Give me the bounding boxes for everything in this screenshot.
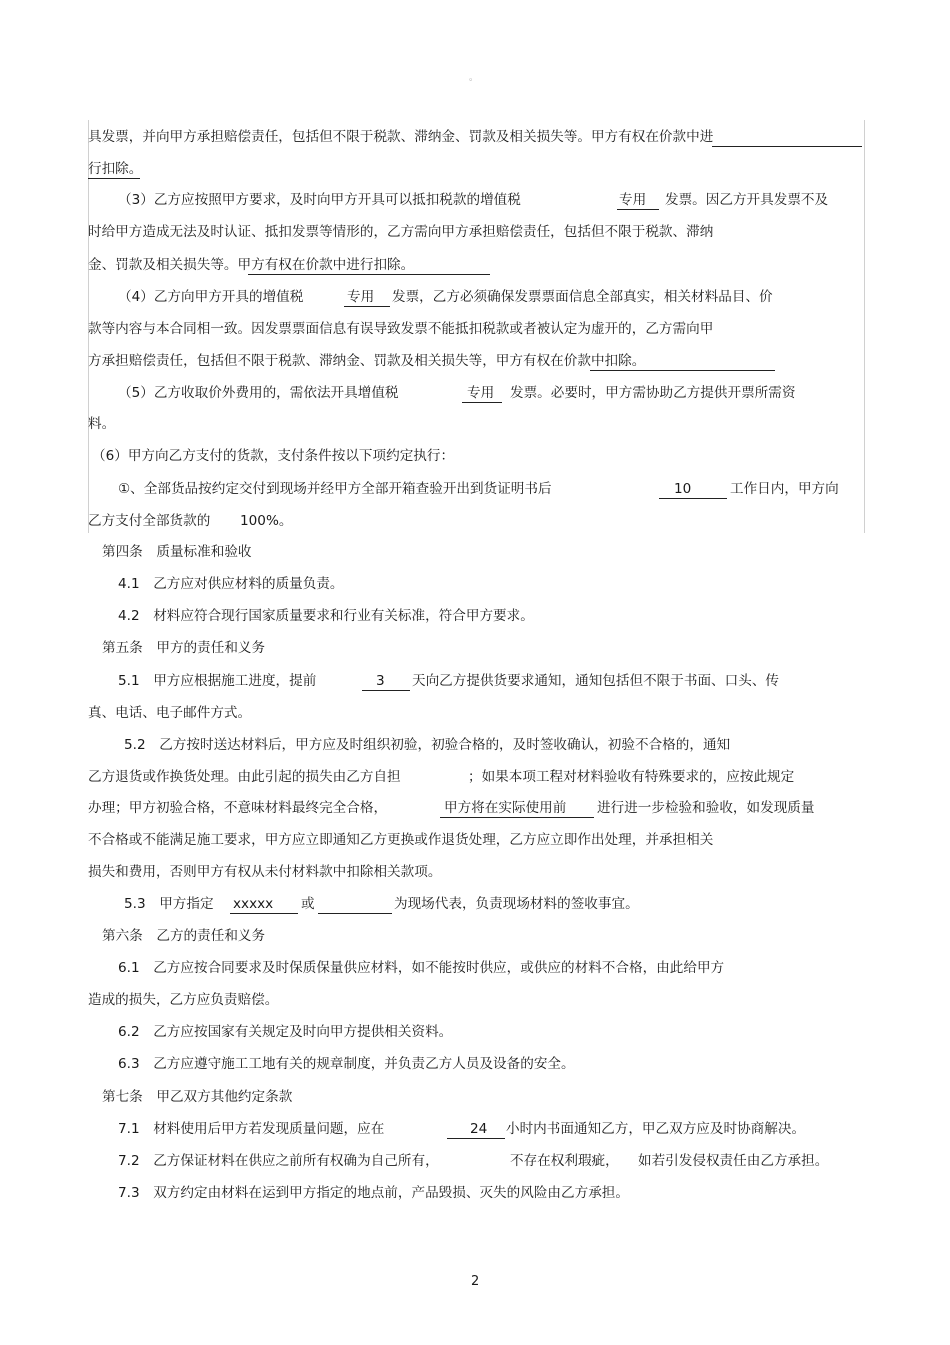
underline bbox=[230, 913, 298, 914]
page-number: 2 bbox=[471, 1274, 480, 1289]
text-line: 料。 bbox=[88, 416, 116, 432]
text-line: 7.1 材料使用后甲方若发现质量问题，应在 bbox=[118, 1121, 385, 1137]
text-line: 款等内容与本合同相一致。因发票票面信息有误导致发票不能抵扣税款或者被认定为虚开的，乙方需向甲 bbox=[88, 321, 714, 337]
text-line: 发票。必要时，甲方需协助乙方提供开票所需资 bbox=[510, 385, 796, 401]
underline bbox=[88, 178, 140, 179]
text-line: 如若引发侵权责任由乙方承担。 bbox=[638, 1153, 829, 1169]
section-heading: 第六条 乙方的责任和义务 bbox=[102, 928, 266, 944]
text-line: ；如果本项工程对材料验收有特殊要求的，应按此规定 bbox=[468, 769, 795, 785]
underline bbox=[617, 209, 659, 210]
filled-blank: 专用 bbox=[619, 192, 647, 208]
underline bbox=[318, 913, 392, 914]
underline bbox=[447, 1138, 505, 1139]
filled-blank: xxxxx bbox=[233, 896, 274, 912]
text-line: 7.3 双方约定由材料在运到甲方指定的地点前，产品毁损、灭失的风险由乙方承担。 bbox=[118, 1185, 629, 1201]
filled-blank: 甲方将在实际使用前 bbox=[444, 800, 567, 816]
text-line: 办理；甲方初验合格，不意味材料最终完全合格， bbox=[88, 800, 388, 816]
filled-blank: 专用 bbox=[467, 385, 495, 401]
underline bbox=[440, 817, 594, 818]
text-line: 发票，乙方必须确保发票票面信息全部真实，相关材料品目、价 bbox=[392, 289, 773, 305]
text-line: 6.1 乙方应按合同要求及时保质保量供应材料，如不能按时供应，或供应的材料不合格，由此给甲方 bbox=[118, 960, 725, 976]
text-line: 4.2 材料应符合现行国家质量要求和行业有关标准，符合甲方要求。 bbox=[118, 608, 534, 624]
text-line: 乙方退货或作换货处理。由此引起的损失由乙方自担 bbox=[88, 769, 401, 785]
text-line: 方承担赔偿责任，包括但不限于税款、滞纳金、罚款及相关损失等，甲方有权在价款中扣除。 bbox=[88, 353, 646, 369]
text-line: 具发票，并向甲方承担赔偿责任，包括但不限于税款、滞纳金、罚款及相关损失等。甲方有权在价款中进 bbox=[88, 129, 714, 145]
text-line: 进行进一步检验和验收，如发现质量 bbox=[597, 800, 815, 816]
text-line: 7.2 乙方保证材料在供应之前所有权确为自己所有， bbox=[118, 1153, 439, 1169]
text-line: （3）乙方应按照甲方要求，及时向甲方开具可以抵扣税款的增值税 bbox=[118, 192, 521, 208]
underline bbox=[590, 370, 775, 371]
underline bbox=[462, 402, 502, 403]
filled-blank: 专用 bbox=[347, 289, 375, 305]
filled-blank: 3 bbox=[376, 673, 385, 689]
text-line: 100%。 bbox=[240, 513, 293, 529]
text-line: 5.3 甲方指定 bbox=[124, 896, 214, 912]
text-line: 不存在权利瑕疵， bbox=[510, 1153, 619, 1169]
text-line: 为现场代表，负责现场材料的签收事宜。 bbox=[394, 896, 639, 912]
text-line: （5）乙方收取价外费用的，需依法开具增值税 bbox=[118, 385, 399, 401]
text-line: 6.3 乙方应遵守施工工地有关的规章制度，并负责乙方人员及设备的安全。 bbox=[118, 1056, 575, 1072]
text-line: 真、电话、电子邮件方式。 bbox=[88, 705, 252, 721]
text-line: 发票。因乙方开具发票不及 bbox=[665, 192, 829, 208]
text-line: 工作日内，甲方向 bbox=[730, 481, 839, 497]
text-line: （6）甲方向乙方支付的货款，支付条件按以下项约定执行： bbox=[92, 448, 455, 464]
text-line: 乙方支付全部货款的 bbox=[88, 513, 211, 529]
top-mark: 。 bbox=[469, 73, 479, 83]
section-heading: 第五条 甲方的责任和义务 bbox=[102, 640, 266, 656]
filled-blank: 10 bbox=[674, 481, 692, 497]
text-line: 或 bbox=[301, 896, 315, 912]
box-right-border bbox=[864, 120, 865, 533]
text-line: 不合格或不能满足施工要求，甲方应立即通知乙方更换或作退货处理，乙方应立即作出处理，并承担相关 bbox=[88, 832, 714, 848]
underline bbox=[712, 146, 862, 147]
section-heading: 第七条 甲乙双方其他约定条款 bbox=[102, 1089, 293, 1105]
text-line: 天向乙方提供货要求通知，通知包括但不限于书面、口头、传 bbox=[412, 673, 780, 689]
text-line: ①、全部货品按约定交付到现场并经甲方全部开箱查验开出到货证明书后 bbox=[118, 481, 552, 497]
underline bbox=[362, 690, 410, 691]
text-line: 金、罚款及相关损失等。甲方有权在价款中进行扣除。 bbox=[88, 257, 415, 273]
text-line: 4.1 乙方应对供应材料的质量负责。 bbox=[118, 576, 344, 592]
underline bbox=[659, 498, 727, 499]
filled-blank: 24 bbox=[470, 1121, 488, 1137]
text-line: 损失和费用，否则甲方有权从未付材料款中扣除相关款项。 bbox=[88, 864, 442, 880]
text-line: 造成的损失，乙方应负责赔偿。 bbox=[88, 992, 279, 1008]
section-heading: 第四条 质量标准和验收 bbox=[102, 544, 252, 560]
text-line: （4）乙方向甲方开具的增值税 bbox=[118, 289, 304, 305]
text-line: 5.1 甲方应根据施工进度，提前 bbox=[118, 673, 317, 689]
text-line: 小时内书面通知乙方，甲乙双方应及时协商解决。 bbox=[506, 1121, 806, 1137]
text-line: 5.2 乙方按时送达材料后，甲方应及时组织初验，初验合格的，及时签收确认，初验不合格的，通知 bbox=[124, 737, 731, 753]
text-line: 6.2 乙方应按国家有关规定及时向甲方提供相关资料。 bbox=[118, 1024, 453, 1040]
text-line: 时给甲方造成无法及时认证、抵扣发票等情形的，乙方需向甲方承担赔偿责任，包括但不限于税款、滞纳 bbox=[88, 224, 714, 240]
underline bbox=[344, 306, 390, 307]
text-line: 行扣除。 bbox=[88, 161, 143, 177]
underline bbox=[248, 274, 490, 275]
